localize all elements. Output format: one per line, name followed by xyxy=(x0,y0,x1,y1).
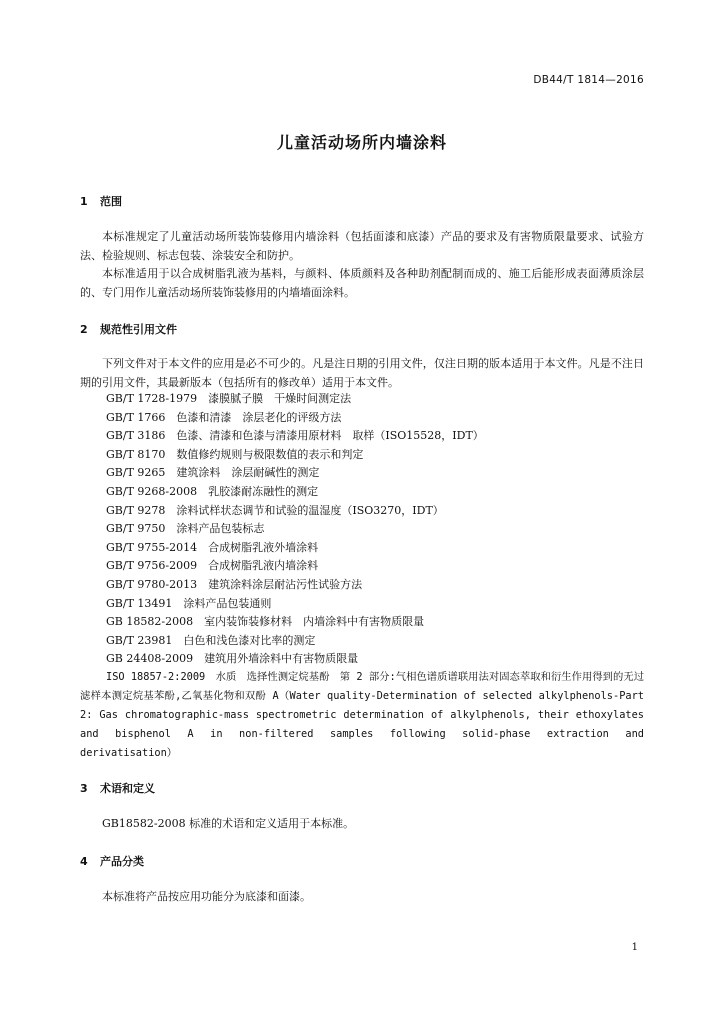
reference-item: GB 24408-2009 建筑用外墙涂料中有害物质限量 xyxy=(106,652,359,666)
reference-item: GB/T 9268-2008 乳胶漆耐冻融性的测定 xyxy=(106,484,319,498)
section-number: 4 xyxy=(80,855,88,868)
section-number: 3 xyxy=(80,782,88,795)
scope-paragraph-2: 本标准适用于以合成树脂乳液为基料，与颜料、体质颜料及各种助剂配制而成的、施工后能形成表面薄质涂层的、专门用作儿童活动场所装饰装修用的内墙墙面涂料。 xyxy=(80,267,644,299)
reference-list xyxy=(106,390,484,669)
classification-paragraph: 本标准将产品按应用功能分为底漆和面漆。 xyxy=(102,890,311,903)
references-intro-paragraph: 下列文件对于本文件的应用是必不可少的。凡是注日期的引用文件，仅注日期的版本适用于本文件。凡是不注日期的引用文件，其最新版本（包括所有的修改单）适用于本文件。 xyxy=(80,357,644,389)
reference-item: GB 18582-2008 室内装饰装修材料 内墙涂料中有害物质限量 xyxy=(106,615,425,629)
section-title: 术语和定义 xyxy=(100,782,155,795)
reference-item: GB/T 23981 白色和浅色漆对比率的测定 xyxy=(106,633,316,647)
standard-code: DB44/T 1814—2016 xyxy=(533,74,644,86)
reference-item: GB/T 9780-2013 建筑涂料涂层耐沾污性试验方法 xyxy=(106,577,363,591)
terms-paragraph: GB18582-2008 标准的术语和定义适用于本标准。 xyxy=(102,817,355,830)
reference-item: GB/T 13491 涂料产品包装通则 xyxy=(106,596,272,610)
scope-paragraph-1: 本标准规定了儿童活动场所装饰装修用内墙涂料（包括面漆和底漆）产品的要求及有害物质限量要求、试验方法、检验规则、标志包装、涂装安全和防护。 xyxy=(80,230,644,262)
section-heading-product-classification xyxy=(80,853,144,869)
section-title: 产品分类 xyxy=(100,855,144,868)
reference-item: GB/T 3186 色漆、清漆和色漆与清漆用原材料 取样（ISO15528，IDT） xyxy=(106,429,484,443)
reference-item: GB/T 1728-1979 漆膜腻子膜 干燥时间测定法 xyxy=(106,392,352,405)
section-heading-terms-definitions xyxy=(80,780,155,796)
reference-item: GB/T 9278 涂料试样状态调节和试验的温湿度（ISO3270，IDT） xyxy=(106,503,444,517)
reference-item: GB/T 9265 建筑涂料 涂层耐碱性的测定 xyxy=(106,466,320,480)
iso-reference-paragraph: ISO 18857-2:2009 水质 选择性测定烷基酚 第 2 部分:气相色谱质谱联用法对固态萃取和衍生作用得到的无过滤样本测定烷基苯酚,乙氧基化物和双酚 A（Water quality-Determination of selected alkylphenols-Part 2: Gas chromatographic-mass spectrometric determination of alkylphenols, their ethoxylates and bisphenol A in non-filtered samples following solid-phase extraction and derivatisation） xyxy=(80,671,644,759)
reference-item: GB/T 8170 数值修约规则与极限数值的表示和判定 xyxy=(106,447,364,461)
section-title: 规范性引用文件 xyxy=(100,323,177,336)
reference-item: GB/T 9755-2014 合成树脂乳液外墙涂料 xyxy=(106,540,319,554)
document-title: 儿童活动场所内墙涂料 xyxy=(276,133,447,152)
section-heading-normative-references xyxy=(80,321,177,337)
page-number: 1 xyxy=(631,942,638,953)
section-number: 1 xyxy=(80,195,88,208)
reference-item: GB/T 1766 色漆和清漆 涂层老化的评级方法 xyxy=(106,410,342,424)
section-heading-scope xyxy=(80,193,122,209)
reference-item: GB/T 9756-2009 合成树脂乳液内墙涂料 xyxy=(106,559,319,573)
section-number: 2 xyxy=(80,323,88,336)
section-title: 范围 xyxy=(100,195,122,208)
reference-item: GB/T 9750 涂料产品包装标志 xyxy=(106,522,265,536)
